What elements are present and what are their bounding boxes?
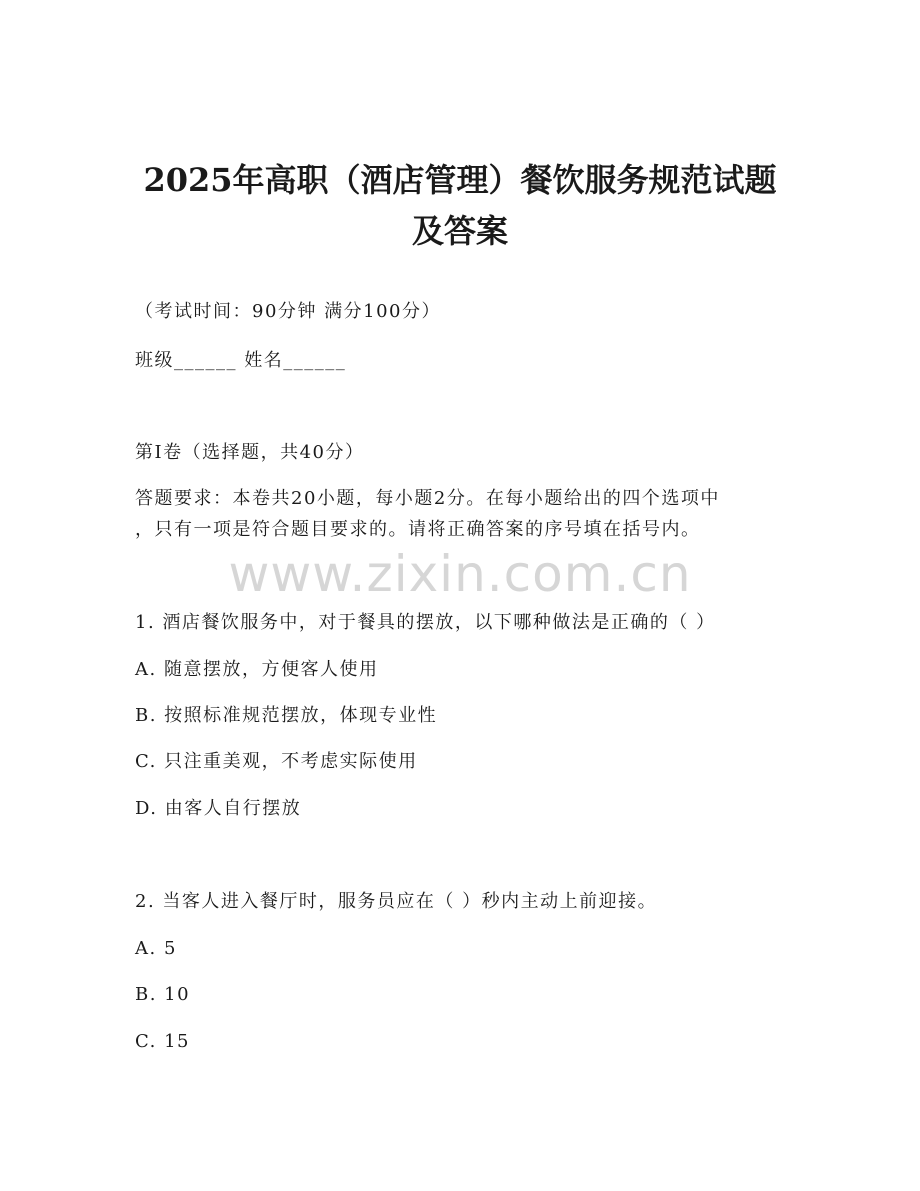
question-2-text: 2. 当客人进入餐厅时，服务员应在（ ）秒内主动上前迎接。	[135, 891, 658, 912]
question-1-option-b: B. 按照标准规范摆放，体现专业性	[135, 705, 438, 726]
watermark: www.zixin.com.cn	[228, 545, 692, 603]
instructions-line-2: ，只有一项是符合题目要求的。请将正确答案的序号填在括号内。	[135, 519, 701, 540]
question-1-option-c: C. 只注重美观，不考虑实际使用	[135, 751, 418, 772]
question-1-option-d: D. 由客人自行摆放	[135, 798, 302, 819]
question-2-option-b: B. 10	[135, 984, 191, 1005]
question-2-option-c: C. 15	[135, 1031, 190, 1052]
section-header: 第Ⅰ卷（选择题，共40分）	[135, 442, 365, 463]
instructions-line-1: 答题要求：本卷共20小题，每小题2分。在每小题给出的四个选项中	[135, 488, 720, 509]
exam-info: （考试时间：90分钟 满分100分）	[135, 301, 441, 322]
document-title-line-2: 及答案	[411, 212, 508, 250]
document-title-line-1: 2025年高职（酒店管理）餐饮服务规范试题	[143, 161, 777, 199]
question-1-text: 1. 酒店餐饮服务中，对于餐具的摆放，以下哪种做法是正确的（ ）	[135, 612, 716, 633]
question-1-option-a: A. 随意摆放，方便客人使用	[135, 659, 379, 680]
class-name-line: 班级______ 姓名______	[135, 350, 347, 371]
question-2-option-a: A. 5	[135, 938, 177, 959]
